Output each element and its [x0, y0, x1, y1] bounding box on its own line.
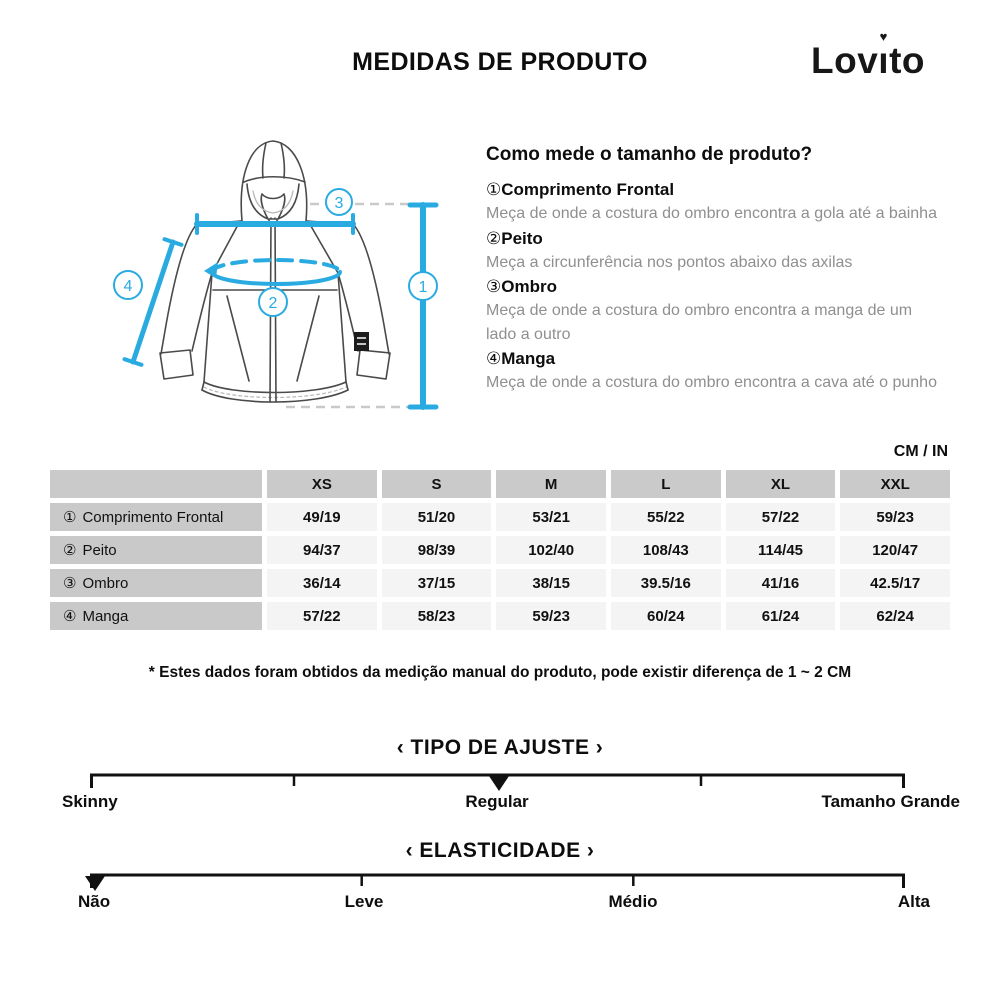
size-table	[50, 470, 950, 630]
how-to-title: Como mede o tamanho de produto?	[486, 144, 813, 165]
fit-label-tamanho-grande: Tamanho Grande	[821, 792, 960, 811]
row-4-num: ④	[63, 608, 77, 625]
jacket-outline	[160, 141, 390, 402]
table-cell: 39.5/16	[611, 569, 721, 597]
table-cell: 38/15	[496, 569, 606, 597]
row-label-manga	[50, 602, 262, 630]
unit-label: CM / IN	[893, 443, 948, 460]
col-header-m: M	[496, 470, 606, 498]
elasticity-label-leve: Leve	[344, 892, 384, 911]
measure-item-1-name: Comprimento Frontal	[501, 180, 675, 199]
row-3-num: ③	[63, 575, 77, 592]
table-cell: 120/47	[840, 536, 950, 564]
callout-1-label: 1	[418, 279, 428, 296]
sleeve-label	[354, 332, 369, 351]
row-label-ombro	[50, 569, 262, 597]
table-cell: 108/43	[611, 536, 721, 564]
sleeve-measure-line	[133, 242, 173, 362]
brand-i-char: ı	[878, 40, 890, 81]
row-label-peito	[50, 536, 262, 564]
table-cell: 36/14	[267, 569, 377, 597]
heart-dot-icon: ♥	[879, 29, 888, 44]
table-cell: 98/39	[382, 536, 492, 564]
brand-text-suffix: to	[889, 40, 925, 81]
table-cell: 57/22	[267, 602, 377, 630]
table-cell: 37/15	[382, 569, 492, 597]
elasticity-scale-title: ‹ ELASTICIDADE ›	[405, 839, 595, 862]
table-cell: 59/23	[840, 503, 950, 531]
callout-3-label: 3	[334, 195, 344, 212]
measure-item-4-num: ④	[486, 349, 502, 368]
measure-item-1-desc: Meça de onde a costura do ombro encontra a gola até a bainha	[486, 205, 937, 222]
table-cell: 94/37	[267, 536, 377, 564]
fit-label-skinny: Skinny	[62, 792, 118, 811]
measure-item-4-title	[486, 347, 944, 371]
row-label-comprimento	[50, 503, 262, 531]
callout-4-label: 4	[123, 278, 133, 295]
measure-item-2-name: Peito	[501, 228, 543, 248]
measure-item-3-title	[486, 275, 944, 299]
table-cell: 62/24	[840, 602, 950, 630]
row-2-label: Peito	[82, 541, 117, 559]
fit-scale-title: ‹ TIPO DE AJUSTE ›	[396, 736, 604, 759]
measure-item-4-name: Manga	[501, 349, 556, 368]
jacket-measurement-diagram	[100, 120, 460, 440]
elasticity-label-nao: Não	[78, 892, 111, 911]
table-cell: 42.5/17	[840, 569, 950, 597]
measure-item-2-num: ②	[486, 228, 502, 248]
elasticity-label-alta: Alta	[897, 892, 930, 911]
measure-item-1-num: ①	[486, 180, 502, 199]
table-cell: 53/21	[496, 503, 606, 531]
elasticity-selected-marker-icon	[85, 876, 105, 891]
col-header-l: L	[611, 470, 721, 498]
table-cell: 41/16	[726, 569, 836, 597]
measure-item-2-desc: Meça a circunferência nos pontos abaixo das axilas	[486, 253, 853, 271]
row-4-label: Manga	[82, 607, 129, 625]
page-title: MEDIDAS DE PRODUTO	[352, 48, 648, 76]
brand-i	[878, 29, 890, 82]
col-header-xl: XL	[726, 470, 836, 498]
table-cell: 114/45	[726, 536, 836, 564]
measure-item-3-num: ③	[486, 277, 502, 296]
row-2-num: ②	[63, 542, 77, 559]
row-3-label: Ombro	[82, 574, 129, 592]
table-cell: 57/22	[726, 503, 836, 531]
how-to-measure-section	[486, 144, 944, 396]
measure-item-3-name: Ombro	[501, 277, 557, 296]
table-cell: 59/23	[496, 602, 606, 630]
elasticity-label-medio: Médio	[608, 892, 658, 911]
col-header-xxl: XXL	[840, 470, 950, 498]
table-cell: 51/20	[382, 503, 492, 531]
fit-label-regular: Regular	[465, 792, 529, 811]
elasticity-scale-labels	[0, 892, 1000, 914]
brand-text: Lov	[811, 40, 879, 81]
measure-item-3-desc: Meça de onde a costura do ombro encontra a manga de um lado a outro	[486, 302, 913, 343]
measure-item-1-title	[486, 178, 944, 202]
col-header-xs: XS	[267, 470, 377, 498]
brand-logo	[811, 29, 925, 82]
fit-scale-labels	[0, 792, 1000, 814]
measure-item-4-desc: Meça de onde a costura do ombro encontra a cava até o punho	[486, 374, 937, 391]
callout-2-label: 2	[268, 295, 278, 312]
table-cell: 55/22	[611, 503, 721, 531]
table-corner-cell	[50, 470, 262, 498]
col-header-s: S	[382, 470, 492, 498]
table-cell: 102/40	[496, 536, 606, 564]
row-1-num: ①	[63, 509, 77, 526]
measure-item-2-title	[486, 227, 944, 251]
row-1-label: Comprimento Frontal	[82, 508, 224, 526]
measurement-disclaimer: * Estes dados foram obtidos da medição manual do produto, pode existir diferença de 1 ~ 2 CM	[148, 664, 852, 681]
table-cell: 49/19	[267, 503, 377, 531]
table-cell: 58/23	[382, 602, 492, 630]
table-cell: 61/24	[726, 602, 836, 630]
fit-selected-marker-icon	[489, 776, 509, 791]
table-cell: 60/24	[611, 602, 721, 630]
